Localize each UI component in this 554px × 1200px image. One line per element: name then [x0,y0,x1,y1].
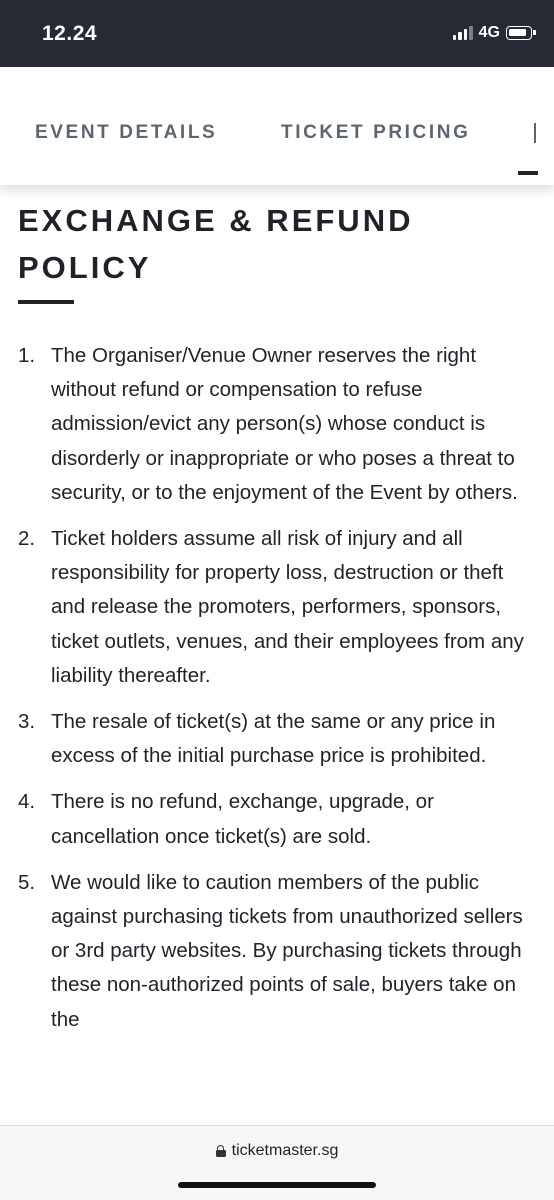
list-item-text: The resale of ticket(s) at the same or any price in excess of the initial purchase price is prohibited. [51,710,496,768]
tab-event-details[interactable]: EVENT DETAILS [35,122,218,143]
active-tab-indicator [518,171,538,175]
cellular-signal-icon [453,26,473,40]
list-item [0,339,554,510]
list-item-number: 4. [18,790,36,814]
list-item-number: 5. [18,870,36,894]
status-bar [0,0,554,67]
list-item [0,705,554,773]
list-item-number: 2. [18,527,36,551]
tab-ticket-pricing[interactable]: TICKET PRICING [281,122,471,143]
list-item-text: We would like to caution members of the public against purchasing tickets from unauthorized sellers or 3rd party websites. By purchasing tickets through these non-authorized points of sale, buyers take on the [51,870,523,1031]
policy-list [0,339,554,1049]
list-item-text: There is no refund, exchange, upgrade, or cancellation once ticket(s) are sold. [51,790,434,848]
status-time: 12.24 [42,22,98,45]
policy-heading: EXCHANGE & REFUND POLICY [18,203,414,285]
home-indicator[interactable] [178,1182,376,1188]
list-item-number: 3. [18,710,36,734]
list-item [0,866,554,1037]
list-item [0,522,554,693]
list-item [0,785,554,853]
browser-address-bar[interactable] [0,1125,554,1200]
url-display[interactable] [0,1142,554,1160]
list-item-number: 1. [18,344,36,367]
policy-content[interactable] [0,185,554,1125]
lock-icon [216,1145,226,1157]
url-text: ticketmaster.sg [231,1142,339,1159]
status-indicators [453,24,532,42]
heading-underline [18,300,74,304]
tab-overflow-edge[interactable] [534,123,536,143]
list-item-text: Ticket holders assume all risk of injury and all responsibility for property loss, destruction or theft and release the promoters, performers, sponsors, ticket outlets, venues, and their employees from any liability thereafter. [51,527,524,687]
section-tab-bar [0,67,554,185]
list-item-text: The Organiser/Venue Owner reserves the right without refund or compensation to refuse admission/evict any person(s) whose conduct is disorderly or inappropriate or who poses a threat to security, or to the enjoyment of the Event by others. [51,344,518,504]
network-type: 4G [478,24,500,41]
battery-icon [506,26,532,40]
